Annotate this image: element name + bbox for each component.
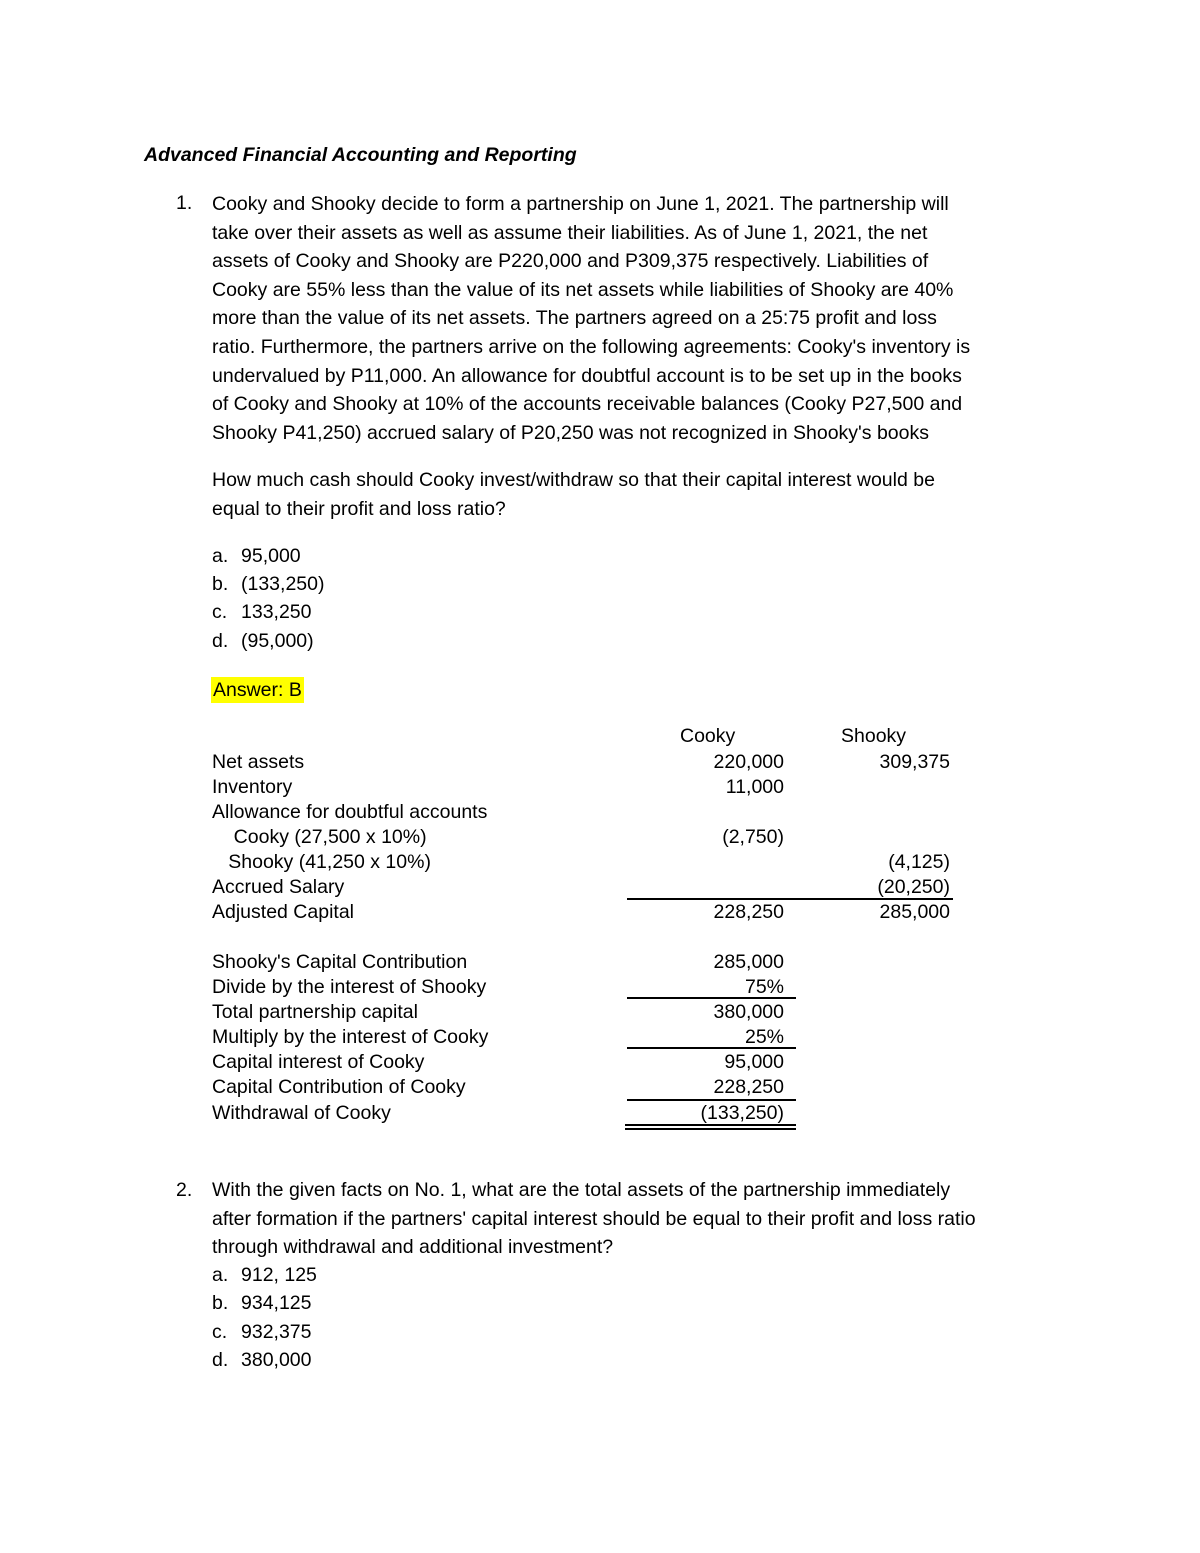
solution-row bbox=[212, 825, 972, 850]
option-letter: a. bbox=[212, 545, 229, 567]
question-1-line: of Cooky and Shooky at 10% of the accounts receivable balances (Cooky P27,500 and bbox=[212, 393, 963, 416]
row-label: Allowance for doubtful accounts bbox=[212, 801, 488, 823]
option-letter: c. bbox=[212, 1321, 228, 1343]
solution-row bbox=[212, 1025, 972, 1050]
question-2-number: 2. bbox=[176, 1179, 193, 1201]
option-letter: d. bbox=[212, 630, 229, 652]
question-1-prompt-line: How much cash should Cooky invest/withdraw so that their capital interest would be bbox=[212, 469, 935, 491]
question-1-prompt bbox=[212, 466, 1061, 523]
question-2-line: With the given facts on No. 1, what are the total assets of the partnership immediately bbox=[212, 1179, 951, 1201]
option-text: 934,125 bbox=[241, 1292, 312, 1314]
cooky-value: 95,000 bbox=[724, 1051, 784, 1073]
cooky-value: 11,000 bbox=[725, 776, 784, 798]
column-header-shooky: Shooky bbox=[841, 725, 907, 747]
option-text: (95,000) bbox=[241, 630, 314, 652]
cooky-value: 285,000 bbox=[713, 951, 784, 973]
question-2-line: after formation if the partners' capital interest should be equal to their profit and loss ratio bbox=[212, 1207, 976, 1230]
total-rule bbox=[625, 1128, 796, 1130]
question-1-text bbox=[212, 190, 1061, 447]
option-text: 932,375 bbox=[241, 1321, 312, 1343]
question-1-option-a bbox=[212, 545, 301, 568]
question-2-option-d bbox=[212, 1349, 312, 1372]
solution-row bbox=[212, 1101, 972, 1126]
question-2-line: through withdrawal and additional investment? bbox=[212, 1236, 614, 1259]
question-1-line: more than the value of its net assets. The partners agreed on a 25:75 profit and loss bbox=[212, 307, 937, 330]
question-1-line: Cooky are 55% less than the value of its net assets while liabilities of Shooky are 40% bbox=[212, 278, 954, 301]
question-1-option-d bbox=[212, 630, 314, 653]
option-letter: c. bbox=[212, 601, 228, 623]
option-letter: a. bbox=[212, 1264, 229, 1286]
question-1-number: 1. bbox=[176, 192, 193, 214]
cooky-value: 380,000 bbox=[713, 1001, 784, 1023]
row-label: Adjusted Capital bbox=[212, 901, 355, 923]
option-text: 133,250 bbox=[241, 601, 312, 623]
solution-row bbox=[212, 850, 972, 875]
solution-row bbox=[212, 775, 972, 800]
question-1-line: take over their assets as well as assume their liabilities. As of June 1, 2021, the net bbox=[212, 221, 928, 244]
row-label: Capital Contribution of Cooky bbox=[212, 1076, 466, 1098]
question-1-line: undervalued by P11,000. An allowance for doubtful account is to be set up in the books bbox=[212, 364, 962, 387]
solution-row bbox=[212, 975, 972, 1000]
subtotal-rule bbox=[627, 1047, 796, 1049]
subtotal-rule bbox=[627, 997, 796, 999]
total-rule bbox=[625, 1124, 796, 1126]
solution-row bbox=[212, 950, 972, 975]
question-2-option-a bbox=[212, 1264, 317, 1287]
question-2-option-b bbox=[212, 1292, 312, 1315]
solution-row bbox=[212, 875, 972, 900]
row-label: Shooky's Capital Contribution bbox=[212, 951, 468, 973]
option-letter: b. bbox=[212, 1292, 229, 1314]
solution-row bbox=[212, 750, 972, 775]
shooky-value: 285,000 bbox=[879, 901, 950, 923]
shooky-value: (20,250) bbox=[877, 876, 950, 898]
solution-row bbox=[212, 1000, 972, 1025]
shooky-value: (4,125) bbox=[888, 851, 950, 873]
cooky-value: 220,000 bbox=[713, 751, 784, 773]
question-1-option-b bbox=[212, 573, 324, 596]
row-label: Withdrawal of Cooky bbox=[212, 1102, 391, 1124]
shooky-value: 309,375 bbox=[879, 751, 950, 773]
row-label: Cooky (27,500 x 10%) bbox=[212, 826, 427, 848]
cooky-value: 228,250 bbox=[713, 1076, 784, 1098]
row-label: Accrued Salary bbox=[212, 876, 345, 898]
cooky-value: 25% bbox=[744, 1026, 784, 1048]
question-1-line: Cooky and Shooky decide to form a partnership on June 1, 2021. The partnership will bbox=[212, 193, 949, 215]
answer-highlight: Answer: B bbox=[213, 679, 302, 701]
row-label: Shooky (41,250 x 10%) bbox=[212, 851, 431, 873]
row-label: Divide by the interest of Shooky bbox=[212, 976, 487, 998]
option-text: (133,250) bbox=[241, 573, 325, 595]
cooky-value: (2,750) bbox=[722, 826, 784, 848]
solution-row bbox=[212, 1050, 972, 1075]
question-1-line: ratio. Furthermore, the partners arrive on the following agreements: Cooky's inventory is bbox=[212, 335, 971, 358]
question-2-text bbox=[212, 1176, 1061, 1262]
cooky-value: 228,250 bbox=[713, 901, 784, 923]
option-text: 380,000 bbox=[241, 1349, 312, 1371]
option-text: 912, 125 bbox=[241, 1264, 317, 1286]
question-1-prompt-line: equal to their profit and loss ratio? bbox=[212, 497, 506, 520]
question-1-line: Shooky P41,250) accrued salary of P20,250 was not recognized in Shooky's books bbox=[212, 421, 929, 444]
option-letter: d. bbox=[212, 1349, 229, 1371]
solution-row bbox=[212, 800, 972, 825]
solution-row bbox=[212, 1075, 972, 1100]
document-title: Advanced Financial Accounting and Reporting bbox=[144, 144, 577, 166]
option-text: 95,000 bbox=[241, 545, 301, 567]
row-label: Net assets bbox=[212, 751, 305, 773]
solution-row bbox=[212, 900, 972, 925]
row-label: Inventory bbox=[212, 776, 293, 798]
row-label: Multiply by the interest of Cooky bbox=[212, 1026, 489, 1048]
column-header-cooky: Cooky bbox=[680, 725, 736, 747]
option-letter: b. bbox=[212, 573, 229, 595]
question-1-line: assets of Cooky and Shooky are P220,000 and P309,375 respectively. Liabilities of bbox=[212, 250, 929, 273]
question-2-option-c bbox=[212, 1321, 312, 1344]
cooky-value: 75% bbox=[744, 976, 784, 998]
cooky-value: (133,250) bbox=[700, 1102, 784, 1124]
row-label: Capital interest of Cooky bbox=[212, 1051, 425, 1073]
row-label: Total partnership capital bbox=[212, 1001, 418, 1023]
question-1-option-c bbox=[212, 601, 312, 624]
